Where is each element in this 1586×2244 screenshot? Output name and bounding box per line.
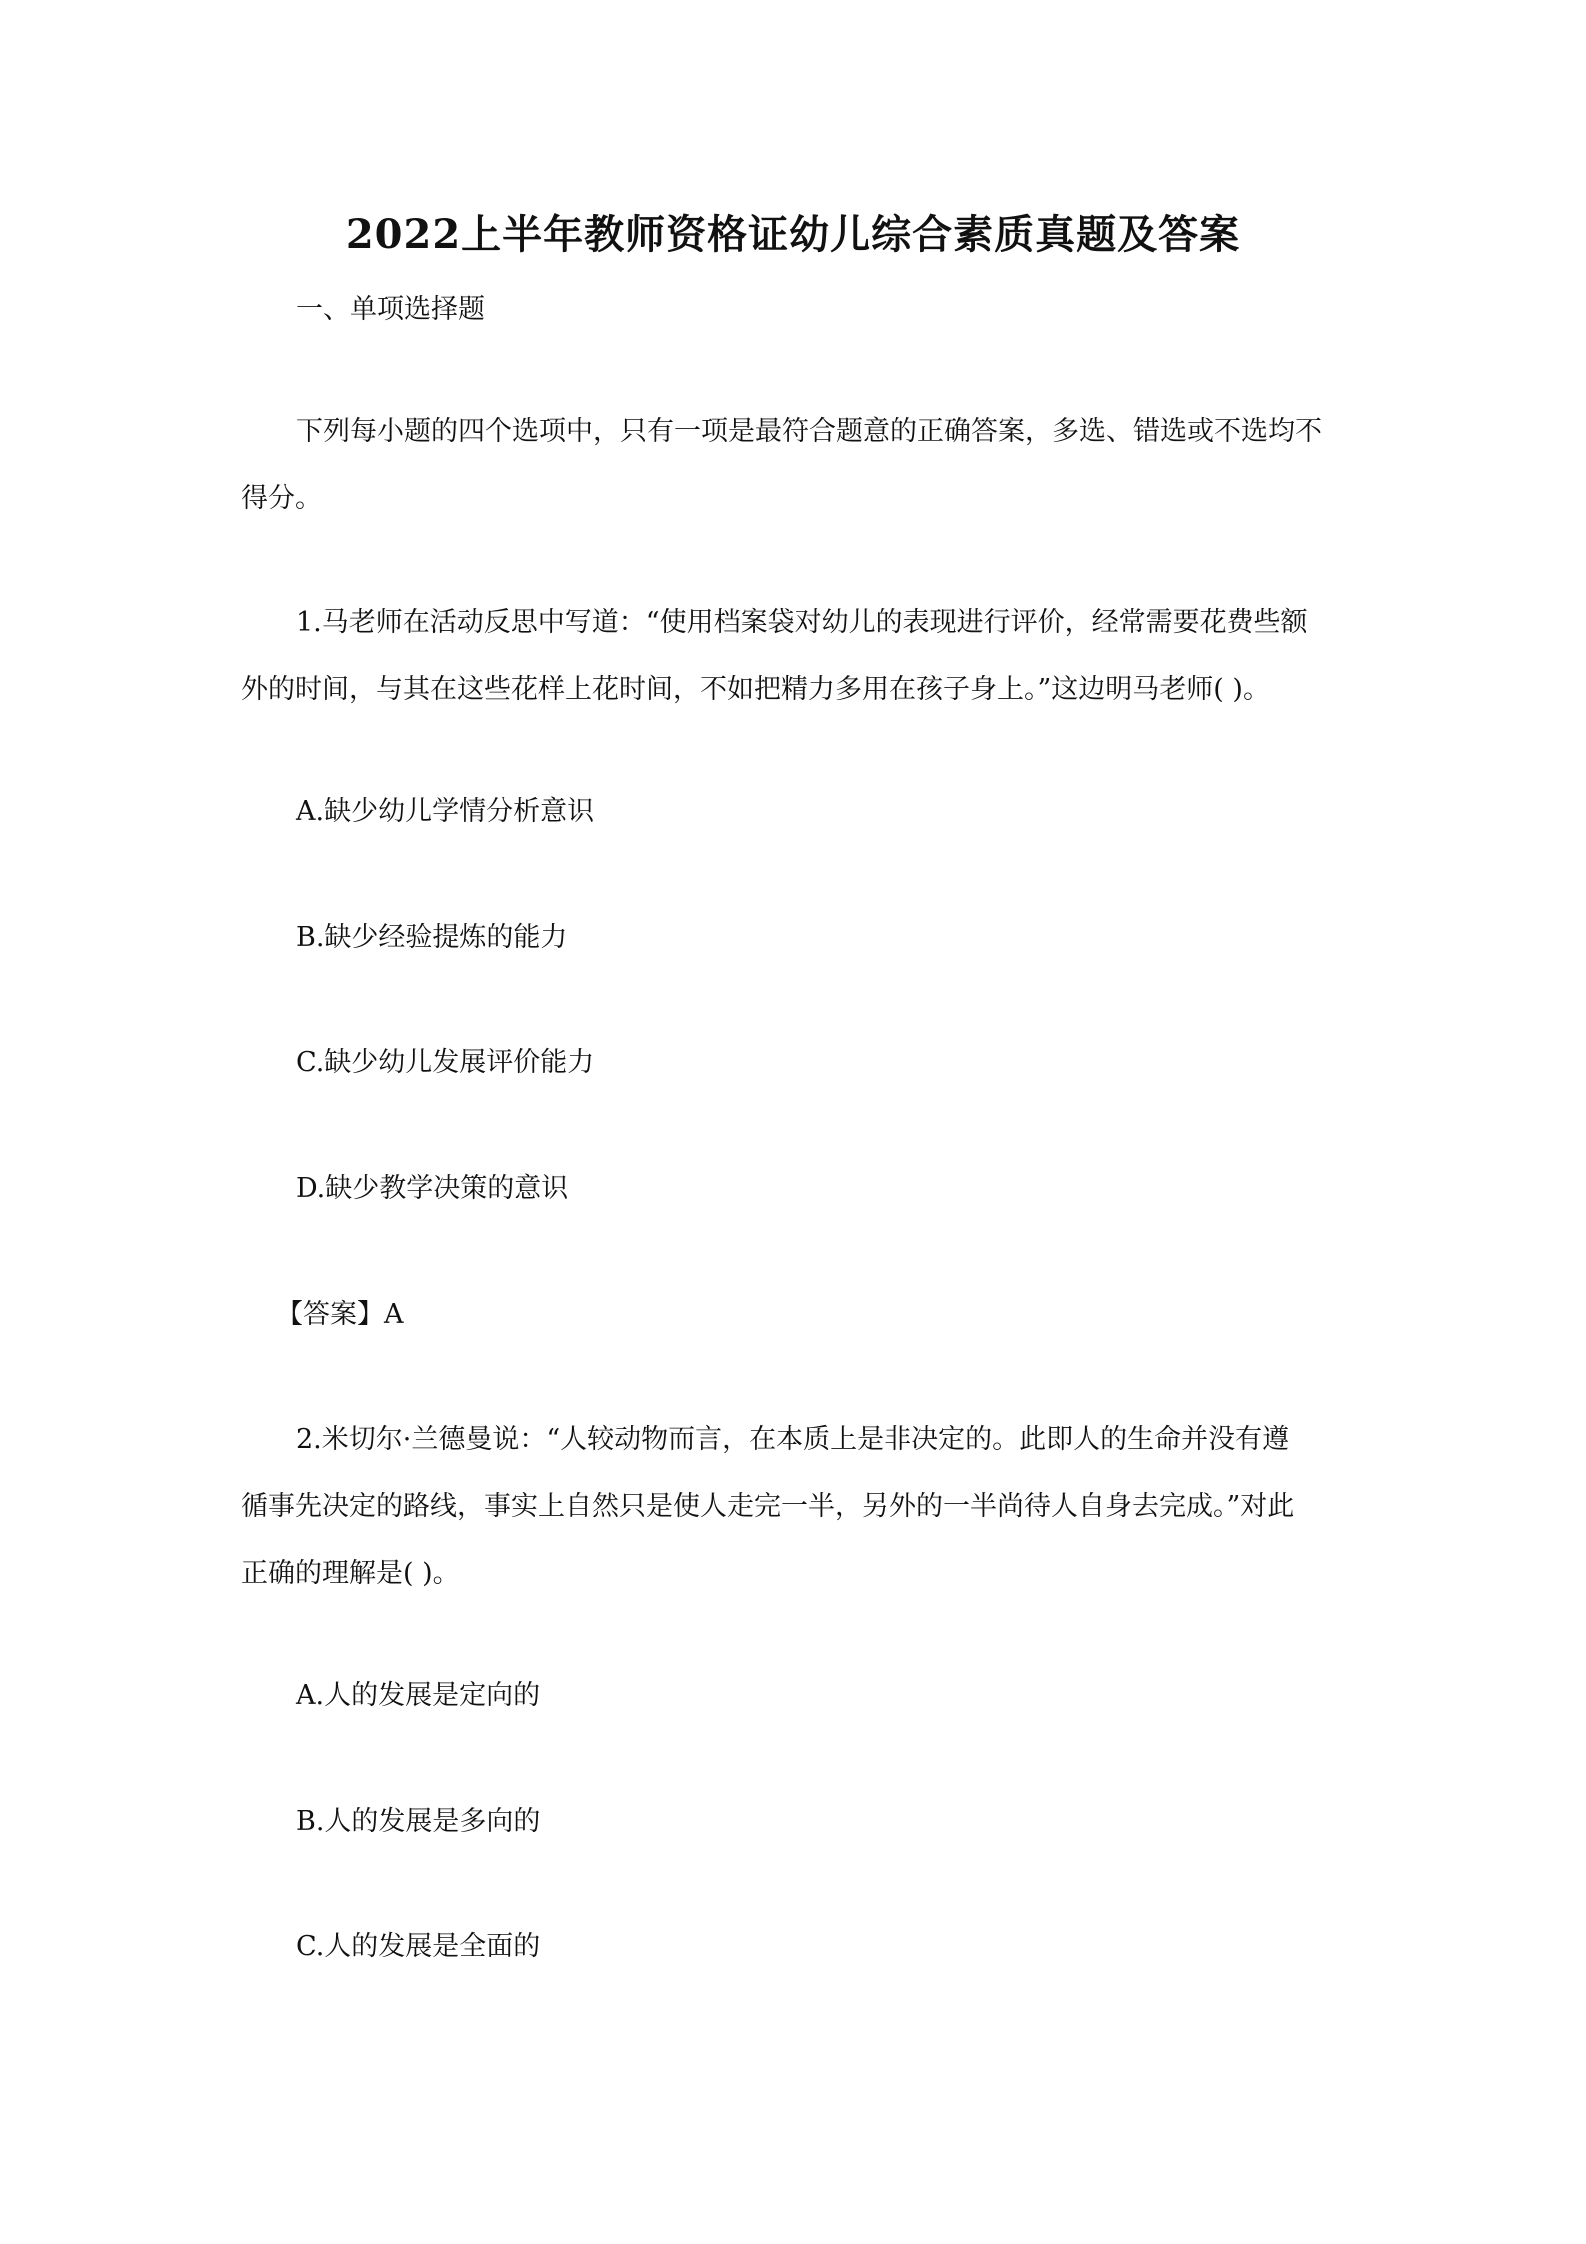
question-1-option-a: A.缺少幼儿学情分析意识 bbox=[296, 796, 595, 827]
question-1-option-b: B.缺少经验提炼的能力 bbox=[296, 922, 568, 953]
question-2-stem-line-3: 正确的理解是( )。 bbox=[241, 1558, 460, 1589]
question-2-option-a: A.人的发展是定向的 bbox=[296, 1680, 541, 1711]
instructions-line-1: 下列每小题的四个选项中，只有一项是最符合题意的正确答案，多选、错选或不选均不 bbox=[296, 416, 1322, 447]
question-2-stem-line-1: 2.米切尔·兰德曼说：“人较动物而言，在本质上是非决定的。此即人的生命并没有遵 bbox=[296, 1424, 1290, 1455]
question-1-option-d: D.缺少教学决策的意识 bbox=[296, 1173, 569, 1204]
question-2-option-b: B.人的发展是多向的 bbox=[296, 1806, 541, 1837]
question-1-answer: 【答案】A bbox=[276, 1299, 404, 1330]
instructions-line-2: 得分。 bbox=[241, 483, 322, 514]
document-title: 2022上半年教师资格证幼儿综合素质真题及答案 bbox=[345, 211, 1241, 258]
question-1-stem-line-2: 外的时间，与其在这些花样上花时间，不如把精力多用在孩子身上。”这边明马老师( )。 bbox=[241, 674, 1270, 705]
question-2-stem-line-2: 循事先决定的路线，事实上自然只是使人走完一半，另外的一半尚待人自身去完成。”对此 bbox=[241, 1491, 1295, 1522]
section-heading: 一、单项选择题 bbox=[296, 294, 485, 325]
question-1-stem-line-1: 1.马老师在活动反思中写道：“使用档案袋对幼儿的表现进行评价，经常需要花费些额 bbox=[296, 607, 1308, 638]
question-2-option-c: C.人的发展是全面的 bbox=[296, 1931, 541, 1962]
question-1-option-c: C.缺少幼儿发展评价能力 bbox=[296, 1047, 595, 1078]
